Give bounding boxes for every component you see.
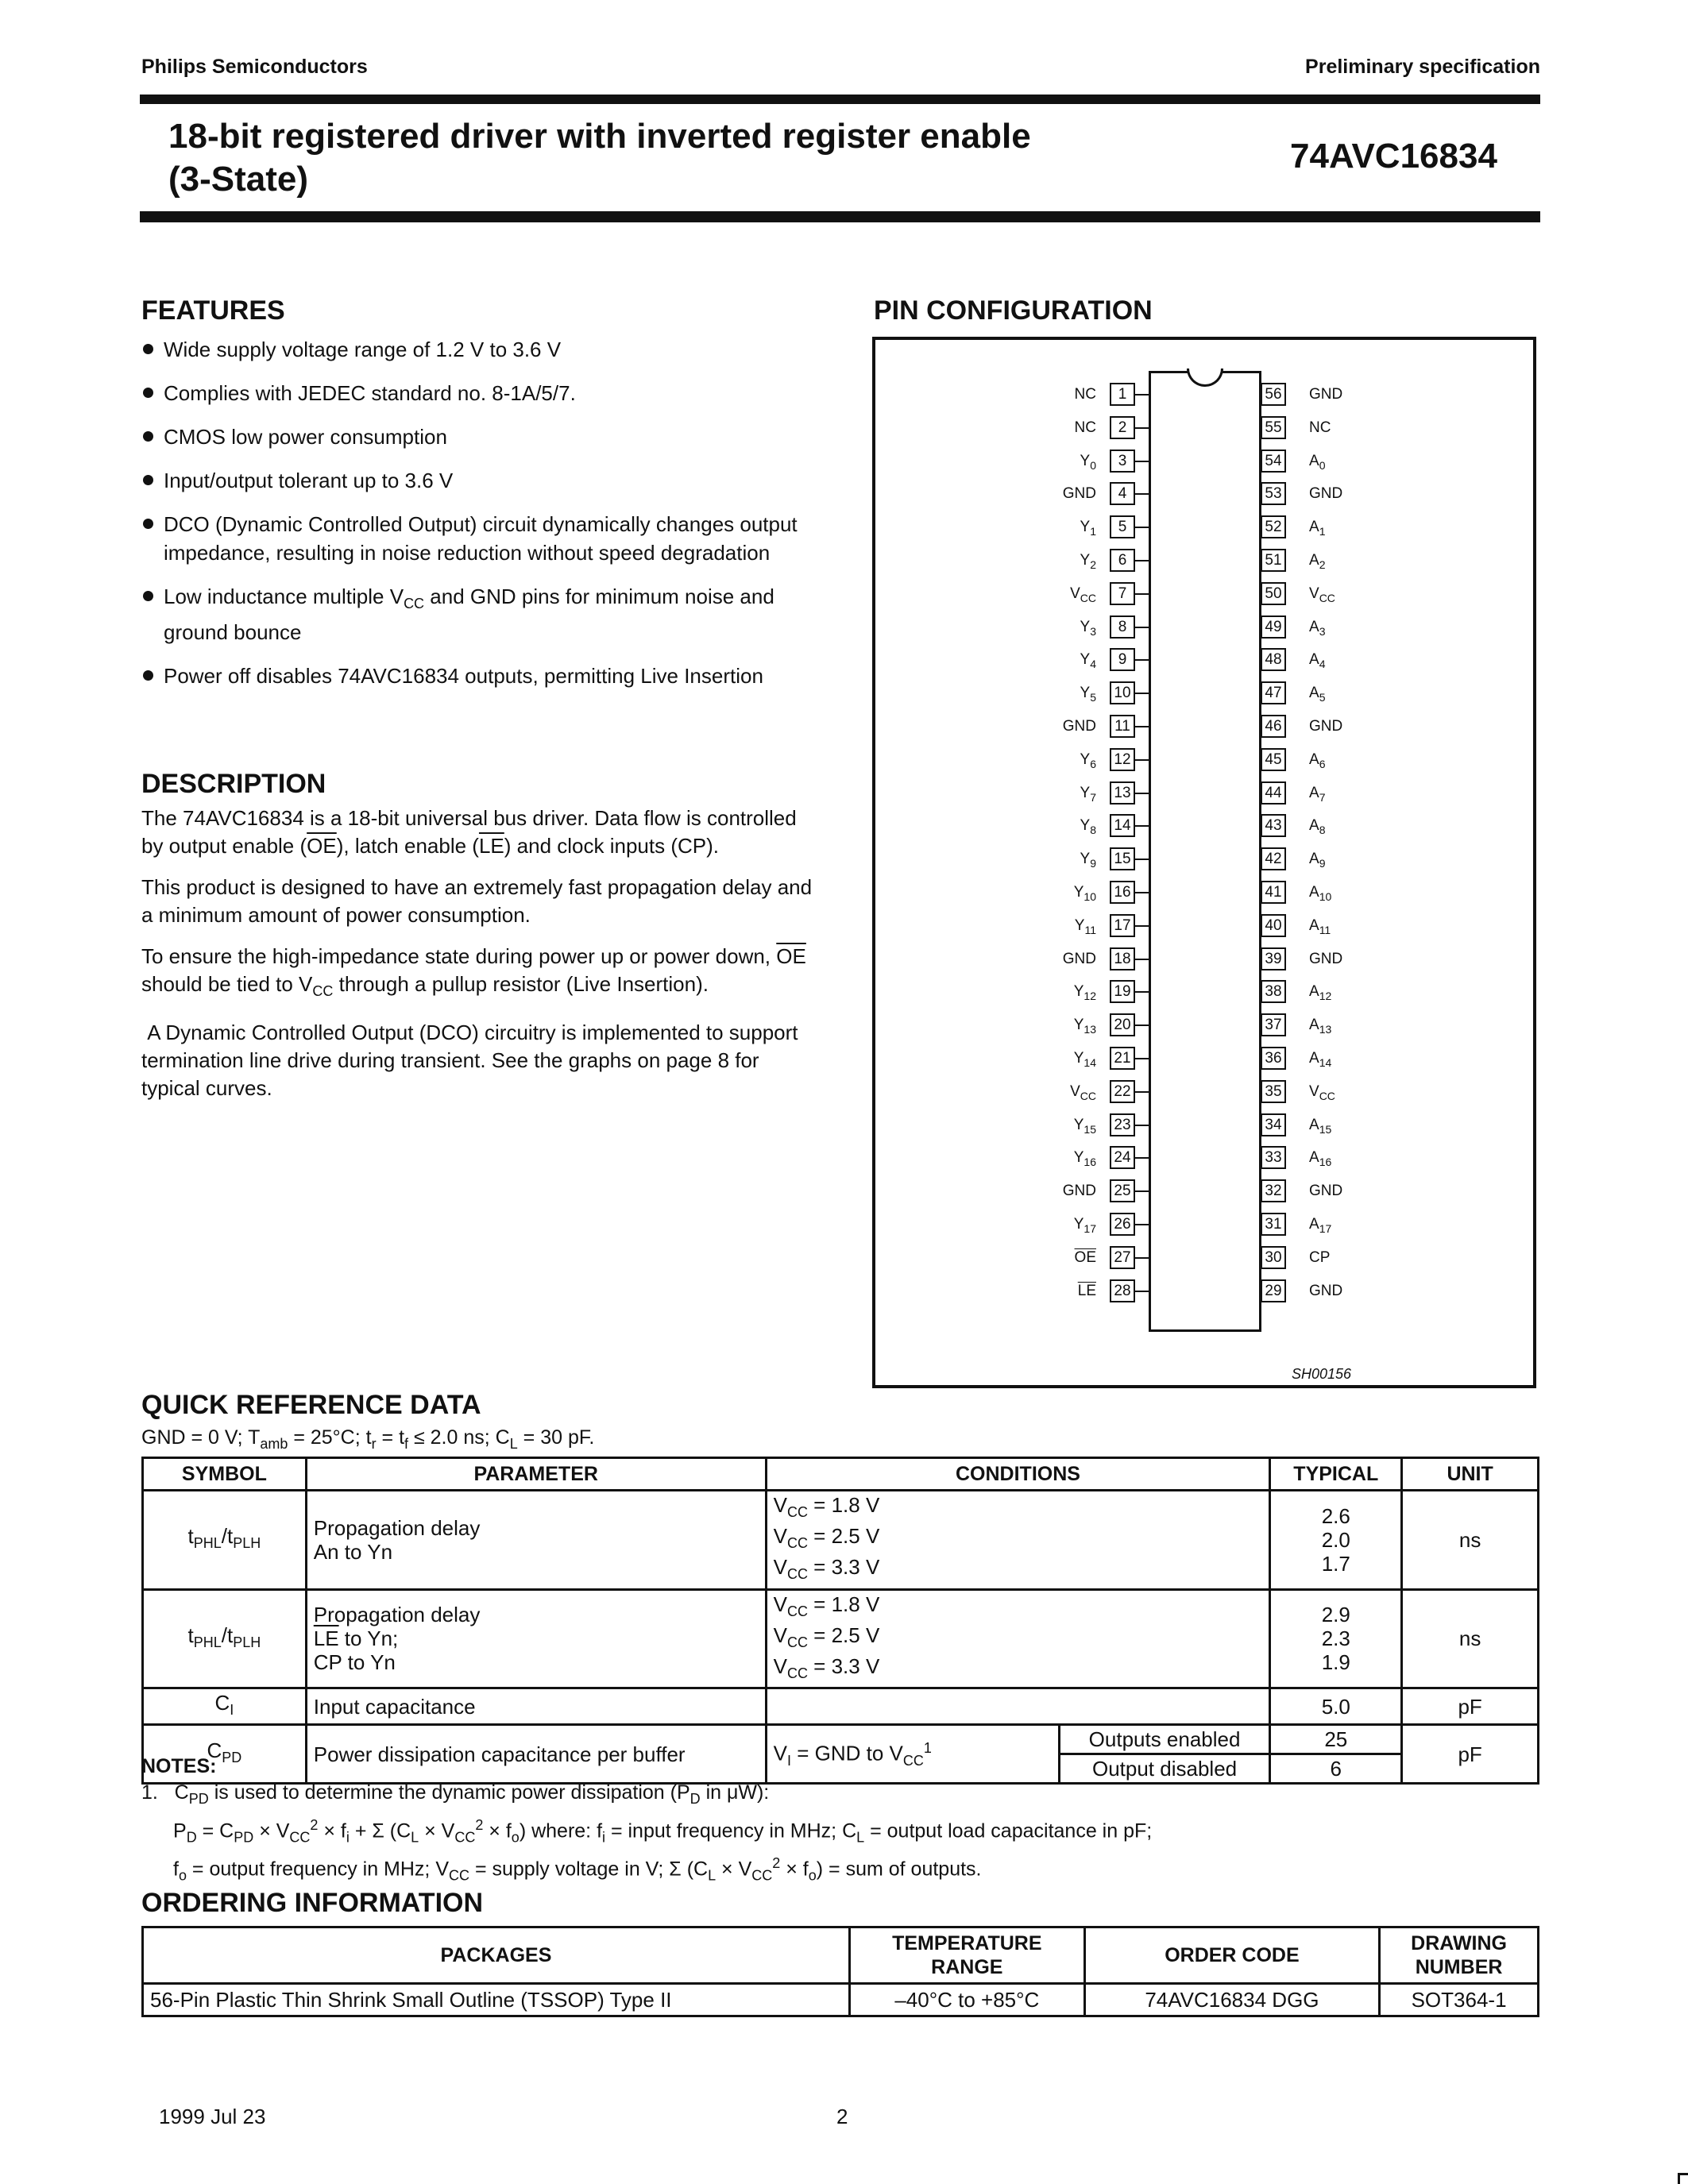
pin-label-left: $Y_6$ <box>1080 751 1096 770</box>
pin-number-left: 9 <box>1110 648 1135 671</box>
notes-heading: NOTES: <box>141 1755 217 1777</box>
pin-label-right: $A_2$ <box>1309 552 1326 571</box>
pin-label-left: $Y_{13}$ <box>1073 1017 1096 1036</box>
pin-number-left: 26 <box>1110 1213 1135 1236</box>
pin-lead <box>1135 1024 1149 1026</box>
col-symbol: SYMBOL <box>143 1458 307 1491</box>
pin-label-right: $A_1$ <box>1309 519 1326 538</box>
pin-number-left: 5 <box>1110 515 1135 538</box>
document-title <box>168 115 1031 201</box>
pin-number-right: 55 <box>1261 416 1286 439</box>
cell-unit: pF <box>1402 1688 1539 1725</box>
qrd-header-row <box>143 1458 1539 1491</box>
pin-number-left: 15 <box>1110 847 1135 870</box>
pin-lead <box>1135 1091 1149 1093</box>
pin-label-right: $A_4$ <box>1309 651 1326 671</box>
pin-number-left: 28 <box>1110 1279 1135 1302</box>
pin-lead <box>1135 427 1149 429</box>
pin-label-right: $A_{13}$ <box>1309 1017 1332 1036</box>
cell-package: 56-Pin Plastic Thin Shrink Small Outline (TSSOP) Type II <box>143 1984 850 2016</box>
pin-number-left: 4 <box>1110 482 1135 505</box>
pin-label-right: $V_{CC}$ <box>1309 585 1335 604</box>
pin-label-right: NC <box>1309 419 1331 436</box>
pin-lead <box>1135 959 1149 960</box>
pin-lead <box>1135 493 1149 495</box>
feature-item: DCO (Dynamic Controlled Output) circuit dynamically changes output impedance, resulting in noise reduction without speed degradation <box>141 510 817 567</box>
pin-number-right: 36 <box>1261 1047 1286 1070</box>
cell-symbol: $t_{PHL}/t_{PLH}$ <box>143 1589 307 1688</box>
pin-label-left: $Y_{10}$ <box>1073 884 1096 903</box>
features-heading: FEATURES <box>141 295 285 326</box>
feature-item: Power off disables 74AVC16834 outputs, permitting Live Insertion <box>141 662 817 690</box>
pin-number-right: 34 <box>1261 1113 1286 1136</box>
pin-label-left: $\overline{LE}$ <box>1077 1282 1096 1299</box>
pin-label-right: $A_{15}$ <box>1309 1116 1332 1136</box>
cell-unit: ns <box>1402 1589 1539 1688</box>
pin-number-left: 19 <box>1110 980 1135 1003</box>
col-temperature: TEMPERATURE RANGE <box>849 1927 1084 1984</box>
pin-label-right: $V_{CC}$ <box>1309 1082 1335 1102</box>
pin-number-left: 22 <box>1110 1080 1135 1103</box>
pin-number-right: 53 <box>1261 482 1286 505</box>
pin-number-left: 18 <box>1110 947 1135 970</box>
pin-lead <box>1135 1190 1149 1192</box>
pin-lead <box>1135 925 1149 927</box>
cell-drawing: SOT364-1 <box>1380 1984 1539 2016</box>
pin-number-right: 51 <box>1261 549 1286 572</box>
pin-label-left: GND <box>1062 718 1096 735</box>
pin-number-left: 3 <box>1110 450 1135 473</box>
cell-conditions: $V_{CC} = 1.8$ V $V_{CC} = 2.5$ V $V_{CC} = 3.3$ V <box>766 1589 1270 1688</box>
pin-label-right: $A_{16}$ <box>1309 1149 1332 1169</box>
feature-item: Low inductance multiple $V_{CC}$ and GND pins for minimum noise and ground bounce <box>141 582 817 646</box>
pin-label-right: GND <box>1309 1183 1343 1200</box>
pin-label-left: $Y_9$ <box>1080 851 1096 870</box>
pin-label-right: $A_8$ <box>1309 817 1326 837</box>
pin-label-right: $A_{14}$ <box>1309 1050 1332 1069</box>
pin-label-left: $Y_{12}$ <box>1073 983 1096 1003</box>
col-unit: UNIT <box>1402 1458 1539 1491</box>
col-typical: TYPICAL <box>1270 1458 1402 1491</box>
pin-number-right: 46 <box>1261 715 1286 738</box>
header-rule-bottom <box>140 211 1540 222</box>
title-line-2: (3-State) <box>168 160 309 199</box>
pin-label-left: $Y_3$ <box>1080 618 1096 638</box>
cell-unit: ns <box>1402 1491 1539 1590</box>
cell-order-code: 74AVC16834 DGG <box>1084 1984 1379 2016</box>
cell-symbol: $C_I$ <box>143 1688 307 1725</box>
pin-lead <box>1135 726 1149 727</box>
pin-number-right: 50 <box>1261 582 1286 605</box>
note-line: $f_o$ = output frequency in MHz; $V_{CC}$ = supply voltage in V; Σ $(C_L \times V_{CC}^2 \times f_o)$ = sum of outputs. <box>173 1855 982 1884</box>
description-body <box>141 805 817 1116</box>
pin-lead <box>1135 693 1149 694</box>
pin-lead <box>1135 1291 1149 1292</box>
table-row <box>143 1984 1539 2016</box>
pin-lead <box>1135 991 1149 993</box>
pin-number-right: 39 <box>1261 947 1286 970</box>
pin-label-left: NC <box>1074 386 1096 403</box>
pin-lead <box>1135 825 1149 827</box>
pin-number-left: 27 <box>1110 1246 1135 1269</box>
pin-lead <box>1135 759 1149 761</box>
pin-number-left: 2 <box>1110 416 1135 439</box>
cell-conditions: $V_I$ = GND to $V_{CC}^1$ <box>766 1725 1059 1784</box>
company-name: Philips Semiconductors <box>141 56 368 78</box>
col-order-code: ORDER CODE <box>1084 1927 1379 1984</box>
table-row <box>143 1491 1539 1590</box>
pin-number-left: 24 <box>1110 1146 1135 1169</box>
qrd-heading: QUICK REFERENCE DATA <box>141 1390 481 1420</box>
pin-label-right: GND <box>1309 950 1343 967</box>
pin-number-right: 52 <box>1261 515 1286 538</box>
cell-parameter: Propagation delay An to Yn <box>306 1491 766 1590</box>
col-parameter: PARAMETER <box>306 1458 766 1491</box>
cell-typical: 2.6 2.0 1.7 <box>1270 1491 1402 1590</box>
ordering-heading: ORDERING INFORMATION <box>141 1888 484 1918</box>
pin-label-left: NC <box>1074 419 1096 436</box>
pin-number-right: 43 <box>1261 814 1286 837</box>
cell-symbol: $C_{PD}$ <box>143 1725 307 1784</box>
description-paragraph: This product is designed to have an extremely fast propagation delay and a minimum amount of power consumption. <box>141 875 813 927</box>
pin-number-right: 42 <box>1261 847 1286 870</box>
cell-parameter: Power dissipation capacitance per buffer <box>306 1725 766 1784</box>
pin-label-left: $V_{CC}$ <box>1070 585 1096 604</box>
qrd-conditions: GND = 0 V; $T_{amb} = 25^\circ C$; $t_r = t_f \le 2.0$ ns; $C_L = 30$ pF. <box>141 1426 595 1452</box>
cell-typical: 5.0 <box>1270 1688 1402 1725</box>
pin-lead <box>1135 593 1149 595</box>
pin-number-right: 44 <box>1261 781 1286 805</box>
pin-label-right: GND <box>1309 718 1343 735</box>
pin-number-left: 17 <box>1110 914 1135 937</box>
pin-label-right: $A_3$ <box>1309 618 1326 638</box>
pin-number-right: 29 <box>1261 1279 1286 1302</box>
part-number: 74AVC16834 <box>1290 137 1497 176</box>
pin-label-left: $Y_5$ <box>1080 685 1096 704</box>
cell-typical: 6 <box>1270 1754 1402 1784</box>
note-line: $P_D = C_{PD} \times V_{CC}^2 \times f_i + \Sigma$ $(C_L \times V_{CC}^2 \times f_o)$ where: $f_i$ = input frequency in MHz; $C_L$ = output load capacitance in pF; <box>173 1817 1153 1846</box>
pin-number-right: 30 <box>1261 1246 1286 1269</box>
pin-label-left: GND <box>1062 950 1096 967</box>
pin-label-right: GND <box>1309 386 1343 403</box>
cell-temperature: –40°C to +85°C <box>849 1984 1084 2016</box>
pin-number-left: 20 <box>1110 1013 1135 1036</box>
pin-lead <box>1135 461 1149 462</box>
description-heading: DESCRIPTION <box>141 769 326 799</box>
cell-conditions <box>766 1688 1270 1725</box>
crop-mark <box>1678 2173 1688 2184</box>
pin-label-right: $A_{12}$ <box>1309 983 1332 1003</box>
pin-number-left: 8 <box>1110 615 1135 639</box>
feature-item: CMOS low power consumption <box>141 423 817 451</box>
cell-parameter: Propagation delay $\overline{LE}$ to Yn; CP to Yn <box>306 1589 766 1688</box>
pin-number-right: 49 <box>1261 615 1286 639</box>
cell-sub-condition: Outputs enabled <box>1059 1725 1270 1754</box>
pin-label-left: $Y_4$ <box>1080 651 1096 671</box>
pin-label-left: $Y_{17}$ <box>1073 1216 1096 1235</box>
table-row <box>143 1589 1539 1688</box>
qrd-notes <box>141 1754 1539 1889</box>
ordering-header-row <box>143 1927 1539 1984</box>
pin-config-heading: PIN CONFIGURATION <box>874 295 1153 326</box>
pin-label-right: $A_{17}$ <box>1309 1216 1332 1235</box>
col-drawing: DRAWING NUMBER <box>1380 1927 1539 1984</box>
pin-label-left: $Y_2$ <box>1080 552 1096 571</box>
pin-label-left: GND <box>1062 1183 1096 1200</box>
pin-label-left: $Y_{15}$ <box>1073 1116 1096 1136</box>
pin-label-right: CP <box>1309 1248 1331 1266</box>
title-line-1: 18-bit registered driver with inverted register enable <box>168 117 1031 156</box>
pin-lead <box>1135 527 1149 528</box>
pin-lead <box>1135 1224 1149 1225</box>
col-packages: PACKAGES <box>143 1927 850 1984</box>
figure-id: SH00156 <box>1292 1366 1352 1382</box>
description-paragraph: The 74AVC16834 is a 18-bit universal bus driver. Data flow is controlled by output enable $(\overline{OE})$, latch enable $(\overline{LE})$ and clock inputs (CP). <box>141 806 797 858</box>
cell-conditions: $V_{CC} = 1.8$ V $V_{CC} = 2.5$ V $V_{CC} = 3.3$ V <box>766 1491 1270 1590</box>
pin-number-right: 31 <box>1261 1213 1286 1236</box>
pin-number-right: 32 <box>1261 1179 1286 1202</box>
pin-number-left: 7 <box>1110 582 1135 605</box>
pin-number-right: 35 <box>1261 1080 1286 1103</box>
table-row <box>143 1688 1539 1725</box>
feature-item: Input/output tolerant up to 3.6 V <box>141 466 817 495</box>
pin-number-left: 14 <box>1110 814 1135 837</box>
pin-label-left: $Y_{11}$ <box>1074 916 1096 936</box>
feature-item: Complies with JEDEC standard no. 8-1A/5/7. <box>141 379 817 407</box>
ordering-table <box>141 1926 1539 2017</box>
pin-number-left: 13 <box>1110 781 1135 805</box>
quick-reference-table <box>141 1457 1539 1785</box>
page-number: 2 <box>836 2105 848 2128</box>
pin-number-right: 37 <box>1261 1013 1286 1036</box>
pin-number-left: 6 <box>1110 549 1135 572</box>
pin-number-left: 16 <box>1110 881 1135 904</box>
pin-number-right: 41 <box>1261 881 1286 904</box>
cell-parameter: Input capacitance <box>306 1688 766 1725</box>
pin-label-right: $A_5$ <box>1309 685 1326 704</box>
pin-label-left: $Y_{16}$ <box>1073 1149 1096 1169</box>
note-line: 1. $C_{PD}$ is used to determine the dynamic power dissipation ($P_D$ in μW): <box>141 1781 770 1807</box>
pin-number-right: 38 <box>1261 980 1286 1003</box>
cell-typical: 2.9 2.3 1.9 <box>1270 1589 1402 1688</box>
description-paragraph: A Dynamic Controlled Output (DCO) circuitry is implemented to support termination line drive during transient. See the graphs on page 8 for typical curves. <box>141 1021 798 1101</box>
pin-number-left: 21 <box>1110 1047 1135 1070</box>
pin-label-right: GND <box>1309 1282 1343 1299</box>
pin-label-left: $\overline{OE}$ <box>1074 1248 1096 1266</box>
pin-label-left: GND <box>1062 485 1096 503</box>
pin-number-right: 56 <box>1261 383 1286 406</box>
pin-label-right: $A_6$ <box>1309 751 1326 770</box>
pin-label-left: $Y_7$ <box>1080 784 1096 804</box>
cell-typical: 25 <box>1270 1725 1402 1754</box>
pin-number-left: 23 <box>1110 1113 1135 1136</box>
pin-lead <box>1135 1257 1149 1259</box>
header-rule-top <box>140 95 1540 104</box>
col-conditions: CONDITIONS <box>766 1458 1270 1491</box>
pin-label-right: $A_0$ <box>1309 452 1326 472</box>
pin-label-left: $Y_0$ <box>1080 452 1096 472</box>
pin-number-left: 11 <box>1110 715 1135 738</box>
pin-number-right: 33 <box>1261 1146 1286 1169</box>
spec-status: Preliminary specification <box>1305 56 1540 78</box>
pin-label-right: $A_9$ <box>1309 851 1326 870</box>
pin-number-right: 45 <box>1261 748 1286 771</box>
pin-number-left: 1 <box>1110 383 1135 406</box>
pin-number-left: 25 <box>1110 1179 1135 1202</box>
pin-label-right: GND <box>1309 485 1343 503</box>
pin-lead <box>1135 1058 1149 1059</box>
pin-lead <box>1135 560 1149 561</box>
pin-lead <box>1135 394 1149 396</box>
pin-label-left: $Y_1$ <box>1080 519 1096 538</box>
pin-label-right: $A_7$ <box>1309 784 1326 804</box>
pin-label-right: $A_{10}$ <box>1309 884 1332 903</box>
pin-label-left: $Y_{14}$ <box>1073 1050 1096 1069</box>
cell-sub-condition: Output disabled <box>1059 1754 1270 1784</box>
description-paragraph: To ensure the high-impedance state during power up or power down, $\overline{OE}$ should be tied to $V_{CC}$ through a pullup resistor (Live Insertion). <box>141 944 806 1000</box>
table-row <box>143 1725 1539 1754</box>
ic-package-body <box>1149 371 1261 1332</box>
pin-number-right: 47 <box>1261 681 1286 704</box>
pin-lead <box>1135 627 1149 628</box>
pin-lead <box>1135 793 1149 794</box>
pin-lead <box>1135 1125 1149 1126</box>
pin-number-right: 48 <box>1261 648 1286 671</box>
pin-lead <box>1135 659 1149 661</box>
cell-symbol: $t_{PHL}/t_{PLH}$ <box>143 1491 307 1590</box>
pin-number-right: 40 <box>1261 914 1286 937</box>
pin-number-right: 54 <box>1261 450 1286 473</box>
pin-number-left: 10 <box>1110 681 1135 704</box>
pin-label-left: $Y_8$ <box>1080 817 1096 837</box>
pin-label-right: $A_{11}$ <box>1309 916 1331 936</box>
pin-label-left: $V_{CC}$ <box>1070 1082 1096 1102</box>
pin-lead <box>1135 892 1149 893</box>
pin-lead <box>1135 1157 1149 1159</box>
cell-unit: pF <box>1402 1725 1539 1784</box>
footer-date: 1999 Jul 23 <box>159 2105 266 2128</box>
pin-lead <box>1135 859 1149 860</box>
pin-number-left: 12 <box>1110 748 1135 771</box>
features-list <box>141 335 817 705</box>
feature-item: Wide supply voltage range of 1.2 V to 3.6 V <box>141 335 817 364</box>
